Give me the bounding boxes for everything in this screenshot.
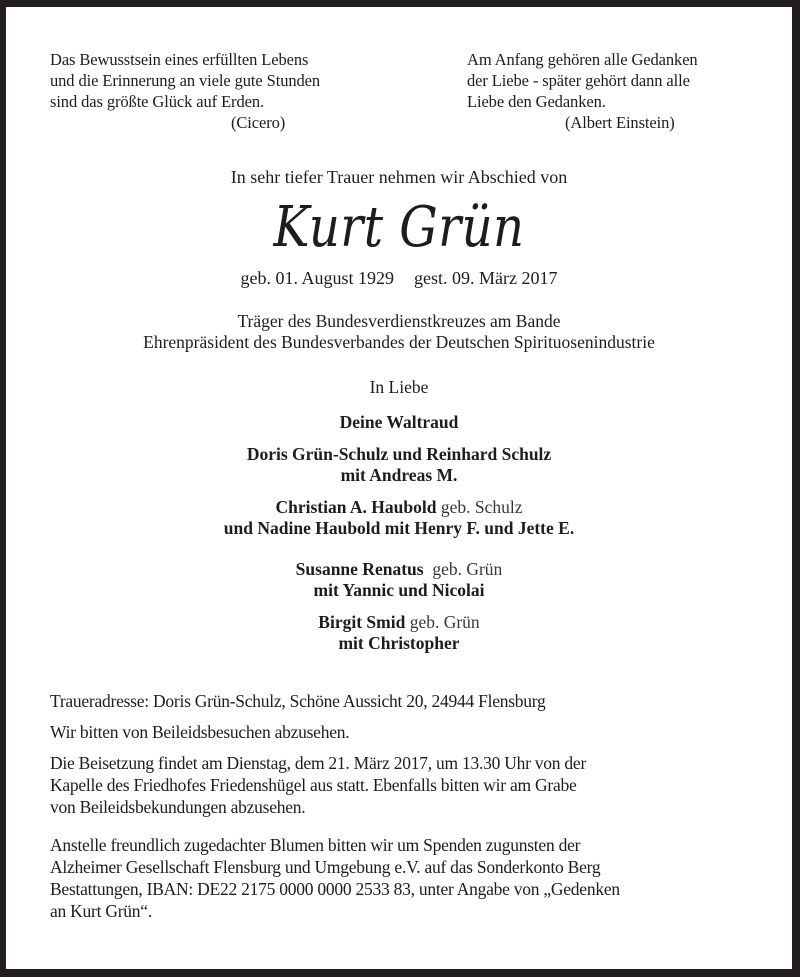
in-love-label: In Liebe [369,377,429,397]
mourning-address [50,690,762,712]
mourner-name: Christian A. Haubold [275,497,437,517]
address-line: Traueradresse: Doris Grün-Schulz, Schöne Aussicht 20, 24944 Flensburg [50,691,546,711]
mourner-name: und Nadine Haubold mit Henry F. und Jette E. [223,518,575,538]
intro-text: In sehr tiefer Trauer nehmen wir Abschied von [230,167,568,187]
mourner-row [6,465,792,486]
mourner-name: Doris Grün-Schulz und Reinhard Schulz [246,444,552,464]
quote-einstein [467,49,698,133]
funeral-line: Die Beisetzung findet am Dienstag, dem 21. März 2017, um 13.30 Uhr von der [50,753,587,773]
mourner-name: mit Yannic und Nicolai [313,580,485,600]
birth-date: geb. 01. August 1929 [240,268,395,288]
mourner-row [6,412,792,433]
mourner-row [6,444,792,465]
mourner-row [6,559,792,580]
mourner-row [6,633,792,654]
quote-line: sind das größte Glück auf Erden. [50,92,264,111]
donation-notice [50,834,762,922]
maiden-name: geb. Grün [423,559,503,579]
mourner-row [6,612,792,633]
quote-line: und die Erinnerung an viele gute Stunden [50,71,321,90]
funeral-line: von Beileidsbekundungen abzusehen. [50,797,306,817]
mourner-row [6,497,792,518]
mourner-name: mit Christopher [338,633,460,653]
visits-line: Wir bitten von Beileidsbesuchen abzusehen. [50,722,350,742]
obituary-content [6,7,792,969]
mourner-name: mit Andreas M. [340,465,458,485]
visits-note [50,721,762,743]
mourner-row [6,580,792,601]
quote-cicero [50,49,320,133]
death-date: gest. 09. März 2017 [414,268,558,288]
life-dates [6,268,792,289]
quote-line: Am Anfang gehören alle Gedanken [467,50,698,69]
mourner-row [6,518,792,539]
mourner-name: Deine Waltraud [339,412,459,432]
mourner-group [6,444,792,486]
mourner-group [6,612,792,654]
deceased-name: Kurt Grün [273,195,525,260]
honor-line: Ehrenpräsident des Bundesverbandes der Deutschen Spirituosenindustrie [143,332,655,352]
quote-author: (Cicero) [231,113,286,132]
quote-line: Liebe den Gedanken. [467,92,606,111]
funeral-notice [50,752,762,818]
quote-line: der Liebe - später gehört dann alle [467,71,690,90]
donation-line: an Kurt Grün“. [50,901,152,921]
donation-line: Alzheimer Gesellschaft Flensburg und Umgebung e.V. auf das Sonderkonto Berg [50,857,601,877]
honors [6,311,792,353]
mourner-group [6,497,792,539]
donation-line: Bestattungen, IBAN: DE22 2175 0000 0000 2533 83, unter Angabe von „Gedenken [50,879,620,899]
donation-line: Anstelle freundlich zugedachter Blumen bitten wir um Spenden zugunsten der [50,835,581,855]
mourner-group [6,412,792,433]
mourner-name: Susanne Renatus [295,559,424,579]
quote-line: Das Bewusstsein eines erfüllten Lebens [50,50,309,69]
maiden-name: geb. Grün [405,612,480,632]
honor-line: Träger des Bundesverdienstkreuzes am Bande [237,311,561,331]
maiden-name: geb. Schulz [436,497,523,517]
funeral-line: Kapelle des Friedhofes Friedenshügel aus statt. Ebenfalls bitten wir am Grabe [50,775,577,795]
quote-author: (Albert Einstein) [565,113,675,132]
mourner-group [6,559,792,601]
mourner-name: Birgit Smid [318,612,406,632]
